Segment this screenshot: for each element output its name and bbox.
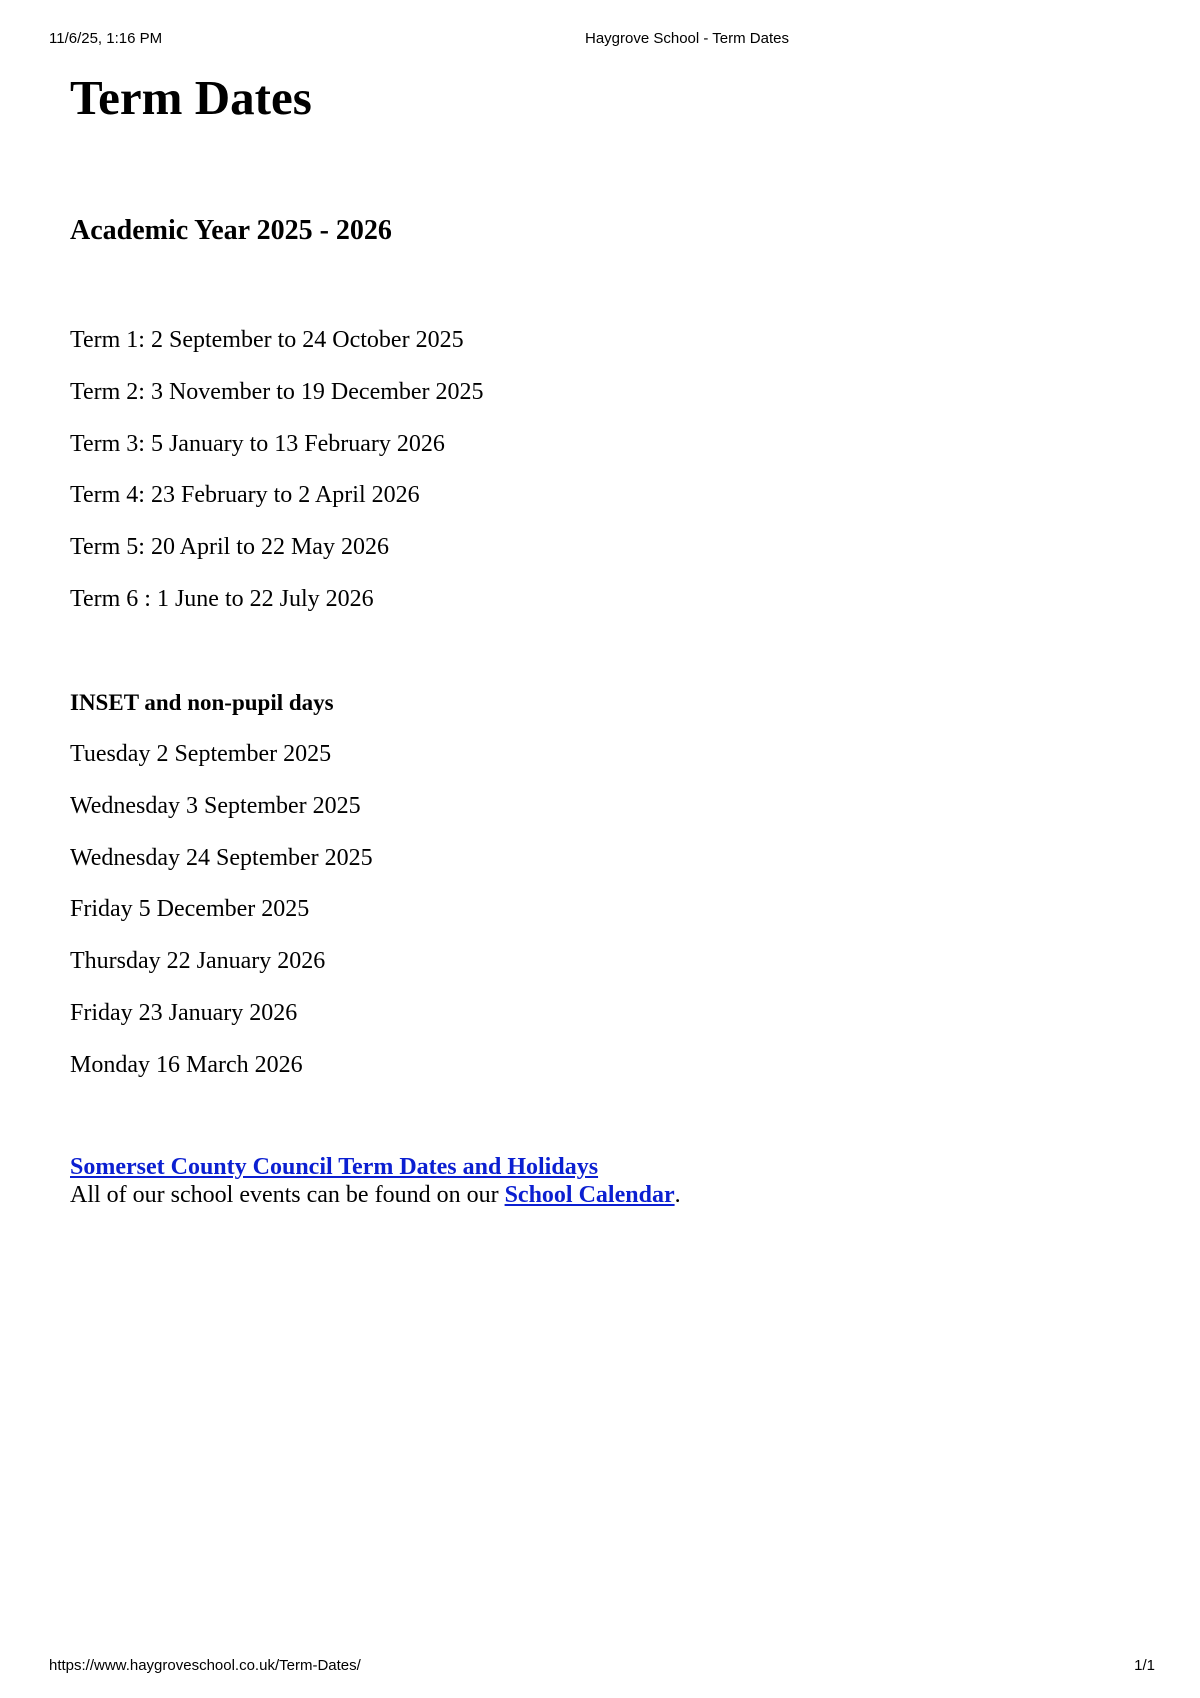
inset-heading: INSET and non-pupil days [70, 690, 334, 715]
inset-day-item: Friday 23 January 2026 [70, 999, 298, 1026]
term-item-4: Term 4: 23 February to 2 April 2026 [70, 482, 420, 509]
inset-day-item: Friday 5 December 2025 [70, 896, 310, 923]
print-page-count: 1/1 [1134, 1657, 1155, 1674]
events-text: All of our school events can be found on our [70, 1182, 505, 1208]
terms-list [70, 325, 484, 636]
page-title: Term Dates [70, 70, 312, 125]
inset-day-item: Tuesday 2 September 2025 [70, 741, 332, 767]
links-block [70, 1153, 681, 1209]
academic-year-heading: Academic Year 2025 - 2026 [70, 215, 392, 246]
term-item-1: Term 1: 2 September to 24 October 2025 [70, 327, 464, 353]
inset-days-list [70, 739, 373, 1102]
council-term-dates-link[interactable]: Somerset County Council Term Dates and Holidays [70, 1154, 599, 1180]
term-item-3: Term 3: 5 January to 13 February 2026 [70, 430, 445, 457]
term-item-6: Term 6 : 1 June to 22 July 2026 [70, 585, 374, 612]
term-item-2: Term 2: 3 November to 19 December 2025 [70, 378, 484, 405]
events-text-end: . [674, 1182, 681, 1208]
inset-day-item: Thursday 22 January 2026 [70, 948, 326, 975]
print-page-title: Haygrove School - Term Dates [585, 30, 789, 47]
print-datetime: 11/6/25, 1:16 PM [49, 30, 163, 47]
inset-day-item: Monday 16 March 2026 [70, 1051, 303, 1078]
inset-day-item: Wednesday 24 September 2025 [70, 844, 373, 871]
term-item-5: Term 5: 20 April to 22 May 2026 [70, 534, 389, 561]
inset-day-item: Wednesday 3 September 2025 [70, 792, 361, 819]
print-url: https://www.haygroveschool.co.uk/Term-Dates/ [49, 1657, 361, 1674]
school-calendar-link[interactable]: School Calendar [504, 1182, 675, 1208]
